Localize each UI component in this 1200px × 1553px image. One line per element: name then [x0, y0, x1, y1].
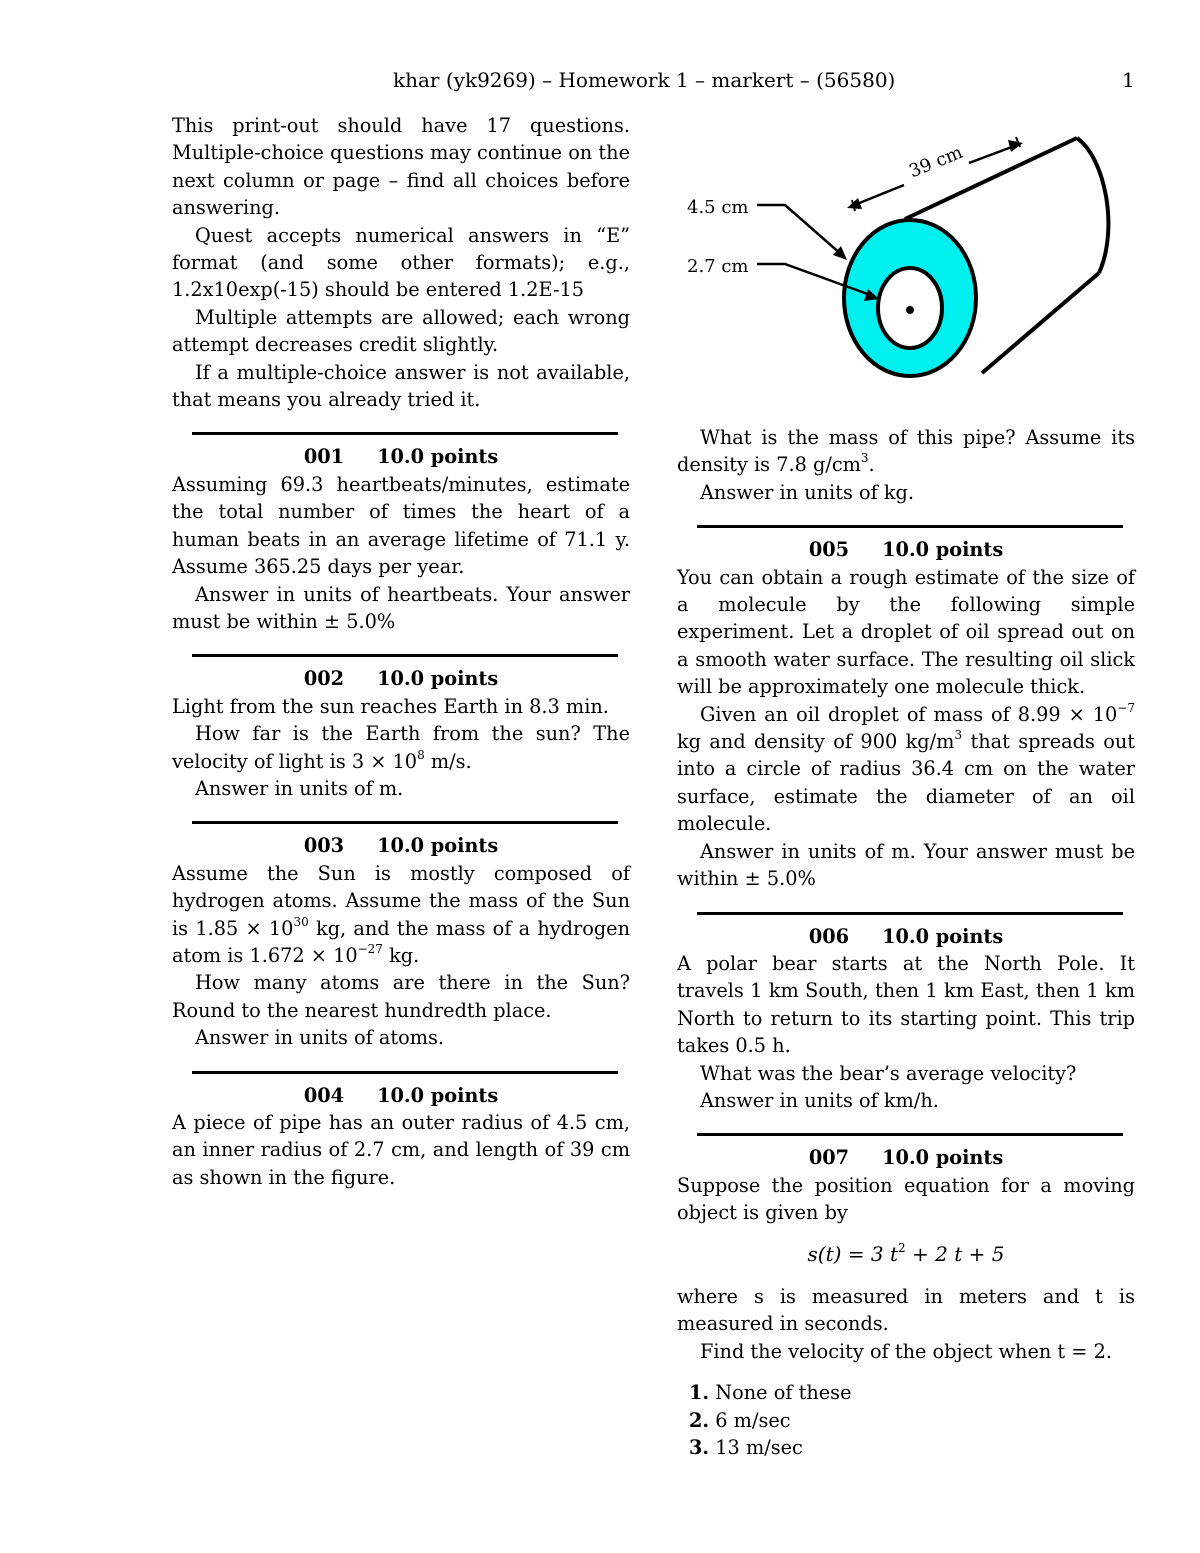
- question-005-answer: Answer in units of m. Your answer must be within ± 5.0%: [677, 839, 1135, 891]
- question-005-question: Given an oil droplet of mass of $8.99 \times 10^{-7}$ kg and density of 900 $kg/m^3$ that spreads out into a circle of radius 36.4 cm on the water surface, estimate the diameter of an oil molecule.: [677, 700, 1136, 836]
- question-003-header: [172, 821, 630, 859]
- question-001-header: [172, 432, 630, 470]
- question-number: 001: [303, 445, 345, 469]
- question-number: 004: [303, 1083, 345, 1107]
- pipe-bottom-edge: [982, 273, 1099, 373]
- section-rule: [192, 821, 618, 824]
- question-points: 10.0 points: [377, 667, 499, 691]
- question-007-question: Find the velocity of the object when t = 2.: [700, 1339, 1112, 1363]
- question-006-answer: Answer in units of km/h.: [700, 1088, 939, 1112]
- section-rule: [697, 525, 1123, 528]
- left-column: [172, 112, 630, 1191]
- intro-paragraph-3: Multiple attempts are allowed; each wrong attempt decreases credit slightly.: [172, 305, 630, 357]
- question-points: 10.0 points: [882, 538, 1004, 562]
- section-rule: [192, 432, 618, 435]
- page-number: 1: [1122, 68, 1135, 92]
- question-007-header: [677, 1133, 1135, 1171]
- question-002-header: [172, 654, 630, 692]
- question-007-where: where s is measured in meters and t is measured in seconds.: [677, 1284, 1135, 1336]
- question-number: 005: [808, 538, 850, 562]
- section-rule: [697, 1133, 1123, 1136]
- page-header: [0, 64, 1200, 94]
- question-points: 10.0 points: [377, 834, 499, 858]
- question-004-question: What is the mass of this pipe? Assume its density is 7.8 $g/cm^3$.: [677, 426, 1135, 477]
- length-label: 39 cm: [906, 141, 966, 183]
- header-title: khar (yk9269) – Homework 1 – markert – (56580): [393, 68, 896, 92]
- section-rule: [697, 912, 1123, 915]
- question-points: 10.0 points: [377, 445, 499, 469]
- choice-item[interactable]: 1. None of these: [689, 1381, 852, 1405]
- choice-list: [677, 1379, 1135, 1461]
- position-equation: s(t) = 3 $t^2 + 2$ t + 5: [807, 1240, 1005, 1266]
- section-rule: [192, 1071, 618, 1074]
- question-003-answer: Answer in units of atoms.: [195, 1026, 445, 1050]
- question-002-question: How far is the Earth from the sun? The velocity of light is $3 \times 10^8$ m/s.: [172, 722, 630, 773]
- question-number: 006: [808, 924, 850, 948]
- question-002-answer: Answer in units of m.: [195, 776, 404, 800]
- outer-radius-label: 4.5 cm: [687, 197, 749, 218]
- question-points: 10.0 points: [882, 924, 1004, 948]
- pipe-back-edge: [1077, 138, 1108, 273]
- question-007-body: Suppose the position equation for a moving object is given by: [677, 1173, 1135, 1225]
- question-005-body: You can obtain a rough estimate of the size of a molecule by the following simple experiment. Let a droplet of oil spread out on a smooth water surface. The resulting oil slick will be approximately one molecule thick.: [677, 565, 1135, 699]
- question-003-body: Assume the Sun is mostly composed of hydrogen atoms. Assume the mass of the Sun is $1.85 \times 10^{30}$ kg, and the mass of a hydrogen atom is $1.672 \times 10^{-27}$ kg.: [172, 861, 630, 967]
- question-004-body: A piece of pipe has an outer radius of 4.5 cm, an inner radius of 2.7 cm, and length of 39 cm as shown in the figure.: [172, 1111, 630, 1189]
- pipe-figure: [677, 118, 1135, 418]
- question-number: 007: [808, 1146, 850, 1170]
- question-004-header: [172, 1071, 630, 1109]
- question-006-header: [677, 912, 1135, 950]
- question-number: 003: [303, 834, 345, 858]
- intro-paragraph-2: Quest accepts numerical answers in “E” format (and some other formats); e.g., 1.2x10exp(-15) should be entered 1.2E-15: [172, 223, 630, 302]
- question-number: 002: [303, 667, 345, 691]
- question-points: 10.0 points: [377, 1083, 499, 1107]
- choice-item[interactable]: 3. 13 m/sec: [689, 1436, 803, 1459]
- inner-radius-label: 2.7 cm: [687, 256, 749, 277]
- intro-paragraph-1: This print-out should have 17 questions. Multiple-choice questions may continue on the next column or page – find all choices before answering.: [172, 114, 630, 220]
- right-column: [677, 112, 1135, 1461]
- question-points: 10.0 points: [882, 1146, 1004, 1170]
- question-006-question: What was the bear’s average velocity?: [700, 1061, 1077, 1085]
- intro-paragraph-4: If a multiple-choice answer is not available, that means you already tried it.: [172, 360, 630, 412]
- pipe-center-dot: [906, 306, 914, 314]
- question-006-body: A polar bear starts at the North Pole. It travels 1 km South, then 1 km East, then 1 km North to return to its starting point. This trip takes 0.5 h.: [677, 951, 1135, 1058]
- question-004-answer: Answer in units of kg.: [700, 480, 915, 504]
- question-001-answer: Answer in units of heartbeats. Your answer must be within ± 5.0%: [172, 582, 630, 633]
- section-rule: [192, 654, 618, 657]
- question-003-question: How many atoms are there in the Sun? Round to the nearest hundredth place.: [172, 971, 630, 1022]
- question-001-body: Assuming 69.3 heartbeats/minutes, estimate the total number of times the heart of a human beats in an average lifetime of 71.1 y. Assume 365.25 days per year.: [172, 472, 630, 579]
- question-002-body: Light from the sun reaches Earth in 8.3 min.: [172, 694, 609, 718]
- question-005-header: [677, 525, 1135, 563]
- choice-item[interactable]: 2. 6 m/sec: [689, 1408, 791, 1432]
